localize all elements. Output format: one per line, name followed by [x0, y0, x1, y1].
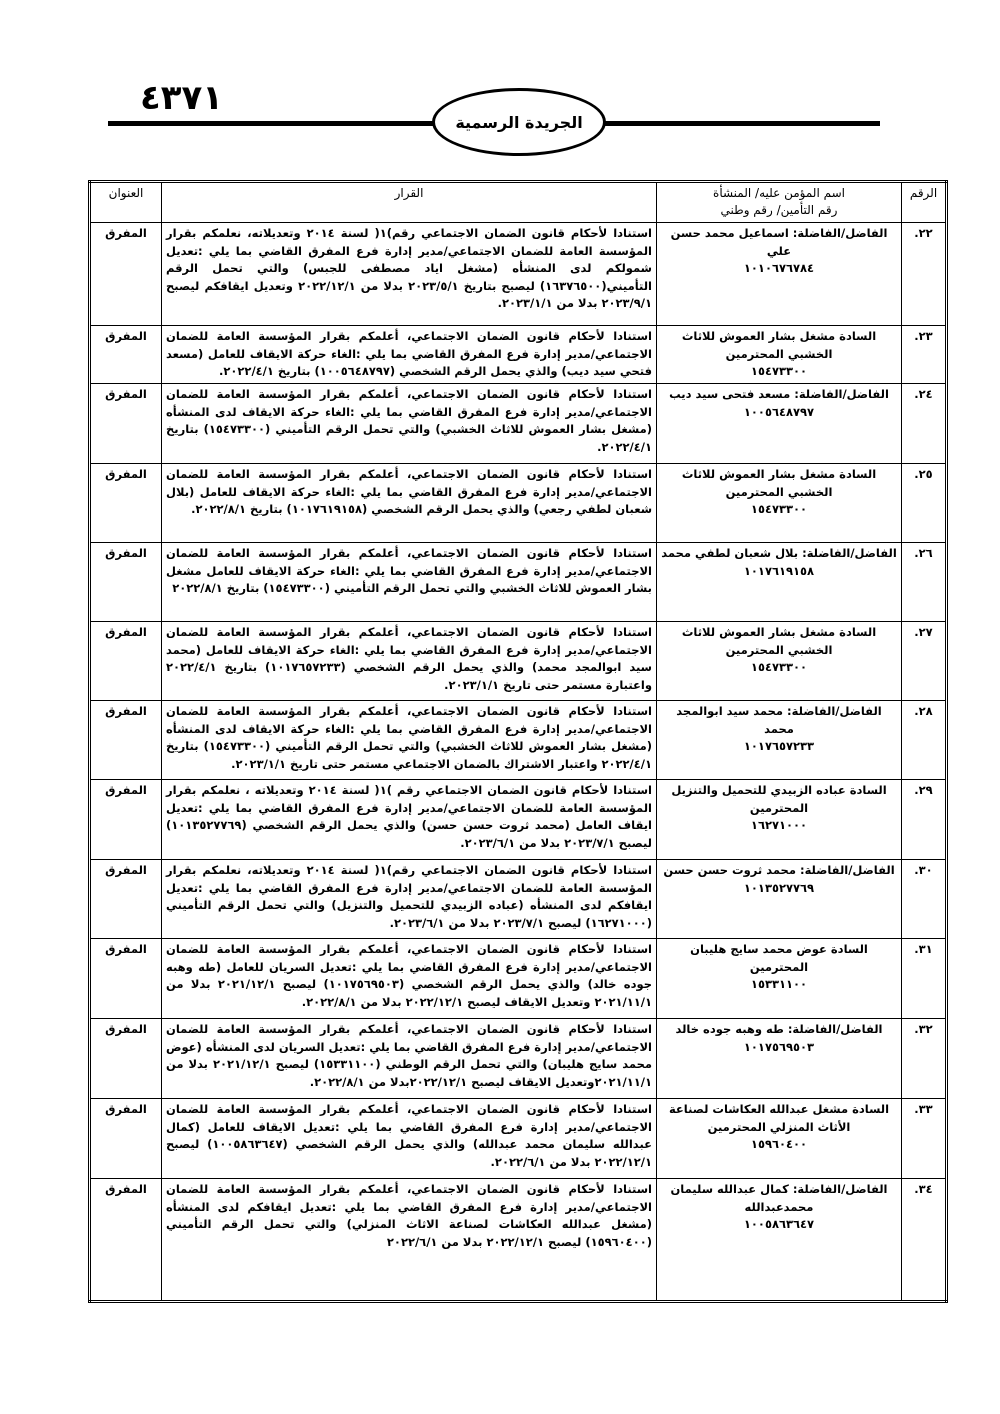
table-row [90, 939, 947, 1019]
insurance-number: ١٥٤٧٣٣٠٠ [750, 364, 808, 378]
row-number: ٣٢. [902, 1019, 947, 1099]
table-row [90, 384, 947, 464]
column-header-insured-line2: رقم التأمين/ رقم وطني [720, 203, 838, 217]
decision-text: استنادا لأحكام قانون الضمان الاجتماعي رقم)١( لسنة ٢٠١٤ وتعديلاته، نعلمكم بقرار المؤسسة العامة للضمان الاجتماعي/مدير إدارة فرع المفرق القاضي بما يلي :تعديل ايقافكم لدى المنشأه (عباده الزبيدي للتحميل والتنزيل) والتي تحمل الرقم التأميني (١٦٢٧١٠٠٠) ليصبح ٢٠٢٣/٧/١ بدلا من ٢٠٢٣/٦/١. [162, 860, 657, 939]
table-row [90, 1019, 947, 1099]
insured-cell [657, 223, 902, 326]
table-row [90, 543, 947, 622]
insured-name: الفاضل/الفاضلة: طه وهبه جوده خالد [675, 1022, 883, 1036]
insurance-number: ١٥٤٧٣٣٠٠ [750, 660, 808, 674]
insured-name: السادة مشغل بشار العموش للاثاث الخشبي المحترمين [681, 467, 877, 499]
address: المفرق [90, 543, 162, 622]
gazette-title: الجريدة الرسمية [455, 112, 583, 132]
insured-cell [657, 543, 902, 622]
insured-cell [657, 1019, 902, 1099]
insurance-number: ١٥٣٣١١٠٠ [750, 977, 808, 991]
insurance-number: ١٠٠٥٨٦٣٦٤٧ [743, 1217, 815, 1231]
address: المفرق [90, 1179, 162, 1302]
decision-text: استنادا لأحكام قانون الضمان الاجتماعي، أعلمكم بقرار المؤسسة العامة للضمان الاجتماعي/مدير إدارة فرع المفرق القاضي بما يلي :تعديل ايقافكم لدى المنشأه (مشغل عبدالله العكاشات لصناعة الاثاث المنزلي) والتي تحمل الرقم التأميني (١٥٩٦٠٤٠٠) ليصبح ٢٠٢٢/١٢/١ بدلا من ٢٠٢٢/٦/١ [162, 1179, 657, 1302]
row-number: ٢٤. [902, 384, 947, 464]
row-number: ٢٦. [902, 543, 947, 622]
table-row [90, 780, 947, 860]
address: المفرق [90, 939, 162, 1019]
insurance-number: ١٠١٣٥٢٧٧٦٩ [743, 880, 815, 895]
address: المفرق [90, 1019, 162, 1099]
insured-name: الفاضل/الفاضلة: كمال عبدالله سليمان محمدعبدالله [670, 1182, 888, 1214]
insured-cell [657, 860, 902, 939]
insured-cell [657, 1099, 902, 1179]
address: المفرق [90, 1099, 162, 1179]
insured-cell [657, 326, 902, 384]
decision-text: استنادا لأحكام قانون الضمان الاجتماعي، أعلمكم بقرار المؤسسة العامة للضمان الاجتماعي/مدير إدارة فرع المفرق القاضي بما يلي :الغاء حركة الايقاف للعامل (محمد سيد ابوالمجد محمد) والذي يحمل الرقم الشخصي (١٠١٧٦٥٧٢٣٣) بتاريخ ٢٠٢٢/٤/١ واعتبارة مستمر حتى تاريخ ٢٠٢٣/١/١. [162, 622, 657, 701]
row-number: ٣٠. [902, 860, 947, 939]
insured-name: السادة عباده الزبيدي للتحميل والتنزيل المحترمين [671, 783, 887, 815]
row-number: ٣١. [902, 939, 947, 1019]
insured-name: الفاضل/الفاضلة: محمد سيد ابوالمجد محمد [676, 704, 882, 736]
decision-text: استنادا لأحكام قانون الضمان الاجتماعي، أعلمكم بقرار المؤسسة العامة للضمان الاجتماعي/مدير إدارة فرع المفرق القاضي بما يلي :الغاء حركة الايقاف للعامل (بلال شعبان لطفي رجعي) والذي يحمل الرقم الشخصي (١٠١٧٦١٩١٥٨) بتاريخ ٢٠٢٢/٨/١. [162, 464, 657, 543]
address: المفرق [90, 701, 162, 780]
insured-cell [657, 464, 902, 543]
table-row [90, 701, 947, 780]
column-header-number: الرقم [902, 182, 947, 223]
insurance-number: ١٠١٧٦٥٧٢٣٣ [743, 739, 815, 753]
row-number: ٢٥. [902, 464, 947, 543]
insured-name: الفاضل/الفاضلة: محمد ثروت حسن حسن [663, 863, 895, 877]
table-row [90, 622, 947, 701]
address: المفرق [90, 622, 162, 701]
address: المفرق [90, 223, 162, 326]
column-header-decision: القرار [162, 182, 657, 223]
decision-text: استنادا لأحكام قانون الضمان الاجتماعي، أعلمكم بقرار المؤسسة العامة للضمان الاجتماعي/مدير إدارة فرع المفرق القاضي بما يلي :الغاء حركة الايقاف لدى المنشأه (مشغل بشار العموش للاثاث الخشبي) والتي تحمل الرقم التأميني (١٥٤٧٣٣٠٠) بتاريخ ٢٠٢٢/٤/١ واعتبار الاشتراك بالضمان الاجتماعي مستمر حتى تاريخ ٢٠٢٣/١/١. [162, 701, 657, 780]
insured-name: السادة مشغل بشار العموش للاثاث الخشبي المحترمين [681, 329, 877, 361]
table-body [90, 223, 947, 1302]
insured-name: الفاضل/الفاضلة: بلال شعبان لطفي محمد [661, 546, 897, 560]
insurance-number: ١٥٤٧٣٣٠٠ [750, 502, 808, 516]
insurance-number: ١٥٩٦٠٤٠٠ [750, 1137, 808, 1151]
decision-text: استنادا لأحكام قانون الضمان الاجتماعي، أعلمكم بقرار المؤسسة العامة للضمان الاجتماعي/مدير إدارة فرع المفرق القاضي بما يلي :الغاء حركة الايقاف لدى المنشأه (مشغل بشار العموش للاثاث الخشبي) والتي تحمل الرقم التأميني (١٥٤٧٣٣٠٠) بتاريخ ٢٠٢٢/٤/١. [162, 384, 657, 464]
table-row [90, 464, 947, 543]
address: المفرق [90, 326, 162, 384]
address: المفرق [90, 780, 162, 860]
decision-text: استنادا لأحكام قانون الضمان الاجتماعي، أعلمكم بقرار المؤسسة العامة للضمان الاجتماعي/مدير إدارة فرع المفرق القاضي بما يلي :الغاء حركة الايقاف للعامل (مسعد فتحي سيد ديب) والذي يحمل الرقم الشخصي (١٠٠٥٦٤٨٧٩٧) بتاريخ ٢٠٢٢/٤/١. [162, 326, 657, 384]
decision-text: استنادا لأحكام قانون الضمان الاجتماعي، أعلمكم بقرار المؤسسة العامة للضمان الاجتماعي/مدير إدارة فرع المفرق القاضي بما يلي :تعديل السريان لدى المنشأه (عوض محمد سايج هليبان) والتي تحمل الرقم الوطني (١٥٣٣١١٠٠) ليصبح ٢٠٢١/١٢/١ بدلا من ٢٠٢١/١١/١وتعديل الايقاف ليصبح ٢٠٢٢/١٢/١بدلا من ٢٠٢٢/٨/١. [162, 1019, 657, 1099]
table-row [90, 326, 947, 384]
insured-name: الفاضل/الفاضلة: مسعد فتحى سيد ديب [669, 387, 889, 401]
insured-name: السادة عوض محمد سايج هليبان المحترمين [690, 942, 868, 974]
column-header-address: العنوان [90, 182, 162, 223]
address: المفرق [90, 384, 162, 464]
row-number: ٣٣. [902, 1099, 947, 1179]
address: المفرق [90, 860, 162, 939]
decision-text: استنادا لأحكام قانون الضمان الاجتماعي، أعلمكم بقرار المؤسسة العامة للضمان الاجتماعي/مدير إدارة فرع المفرق القاضي بما يلي :الغاء حركة الايقاف للعامل مشغل بشار العموش للاثاث الخشبي والتي تحمل الرقم التأميني (١٥٤٧٣٣٠٠) بتاريخ ٢٠٢٢/٨/١ [162, 543, 657, 622]
row-number: ٢٨. [902, 701, 947, 780]
insurance-number: ١٠١٧٦١٩١٥٨ [743, 563, 815, 578]
row-number: ٢٧. [902, 622, 947, 701]
insured-cell [657, 622, 902, 701]
decision-text: استنادا لأحكام قانون الضمان الاجتماعي رقم )١( لسنة ٢٠١٤ وتعديلاته ، نعلمكم بقرار المؤسسة العامة للضمان الاجتماعي/مدير إدارة فرع المفرق القاضي بما يلي :تعديل ايقاف العامل (محمد ثروت حسن حسن) والذي يحمل الرقم الشخصي (١٠١٣٥٢٧٧٦٩) ليصبح ٢٠٢٣/٧/١ بدلا من ٢٠٢٣/٦/١. [162, 780, 657, 860]
table-row [90, 223, 947, 326]
insured-cell [657, 1179, 902, 1302]
insurance-number: ١٦٢٧١٠٠٠ [750, 818, 808, 832]
insured-name: الفاضل/الفاضلة: اسماعيل محمد حسن علي [670, 226, 888, 258]
insurance-number: ١٠١٧٥٦٩٥٠٣ [743, 1039, 815, 1054]
insured-cell [657, 384, 902, 464]
decision-text: استنادا لأحكام قانون الضمان الاجتماعي رقم)١( لسنة ٢٠١٤ وتعديلاته، نعلمكم بقرار المؤسسة العامة للضمان الاجتماعي/مدير إدارة فرع المفرق القاضي بما يلي :تعديل شمولكم لدى المنشأه (مشغل اياد مصطفى للجبس) والتي تحمل الرقم التأميني(١٦٣٧٦٥٠٠) ليصبح بتاريخ ٢٠٢٣/٥/١ بدلا من ٢٠٢٢/١٢/١ وتعديل ايقافكم ليصبح ٢٠٢٣/٩/١ بدلا من ٢٠٢٣/١/١. [162, 223, 657, 326]
table-row [90, 860, 947, 939]
table-row [90, 1179, 947, 1302]
insured-cell [657, 780, 902, 860]
insured-cell [657, 939, 902, 1019]
column-header-insured-line1: اسم المؤمن عليه/ المنشأة [713, 186, 845, 200]
decision-text: استنادا لأحكام قانون الضمان الاجتماعي، أعلمكم بقرار المؤسسة العامة للضمان الاجتماعي/مدير إدارة فرع المفرق القاضي بما يلي :تعديل السريان للعامل (طه وهبه جوده خالد) والذي يحمل الرقم الشخصي (١٠١٧٥٦٩٥٠٣) ليصبح ٢٠٢١/١٢/١ بدلا من ٢٠٢١/١١/١ وتعديل الايقاف ليصبح ٢٠٢٢/١٢/١ بدلا من ٢٠٢٢/٨/١. [162, 939, 657, 1019]
row-number: ٢٣. [902, 326, 947, 384]
decision-text: استنادا لأحكام قانون الضمان الاجتماعي، أعلمكم بقرار المؤسسة العامة للضمان الاجتماعي/مدير إدارة فرع المفرق القاضي بما يلي :تعديل الايقاف للعامل (كمال عبدالله سليمان محمد عبدالله) والذي يحمل الرقم الشخصي (١٠٠٥٨٦٣٦٤٧) ليصبح ٢٠٢٢/١٢/١ بدلا من ٢٠٢٢/٦/١. [162, 1099, 657, 1179]
gazette-title-oval [432, 88, 606, 156]
insured-cell [657, 701, 902, 780]
row-number: ٢٩. [902, 780, 947, 860]
decisions-table [88, 180, 948, 1303]
insured-name: السادة مشغل عبدالله العكاشات لصناعة الأثاث المنزلي المحترمين [668, 1102, 890, 1134]
insurance-number: ١٠٠٥٦٤٨٧٩٧ [743, 404, 815, 419]
table-row [90, 1099, 947, 1179]
address: المفرق [90, 464, 162, 543]
row-number: ٢٢. [902, 223, 947, 326]
insurance-number: ١٠١٠٦٧٦٧٨٤ [743, 261, 815, 275]
insured-name: السادة مشغل بشار العموش للاثاث الخشبي المحترمين [681, 625, 877, 657]
column-header-insured [657, 182, 902, 223]
row-number: ٣٤. [902, 1179, 947, 1302]
table-header-row [90, 182, 947, 223]
page-number: ٤٣٧١ [140, 78, 224, 118]
